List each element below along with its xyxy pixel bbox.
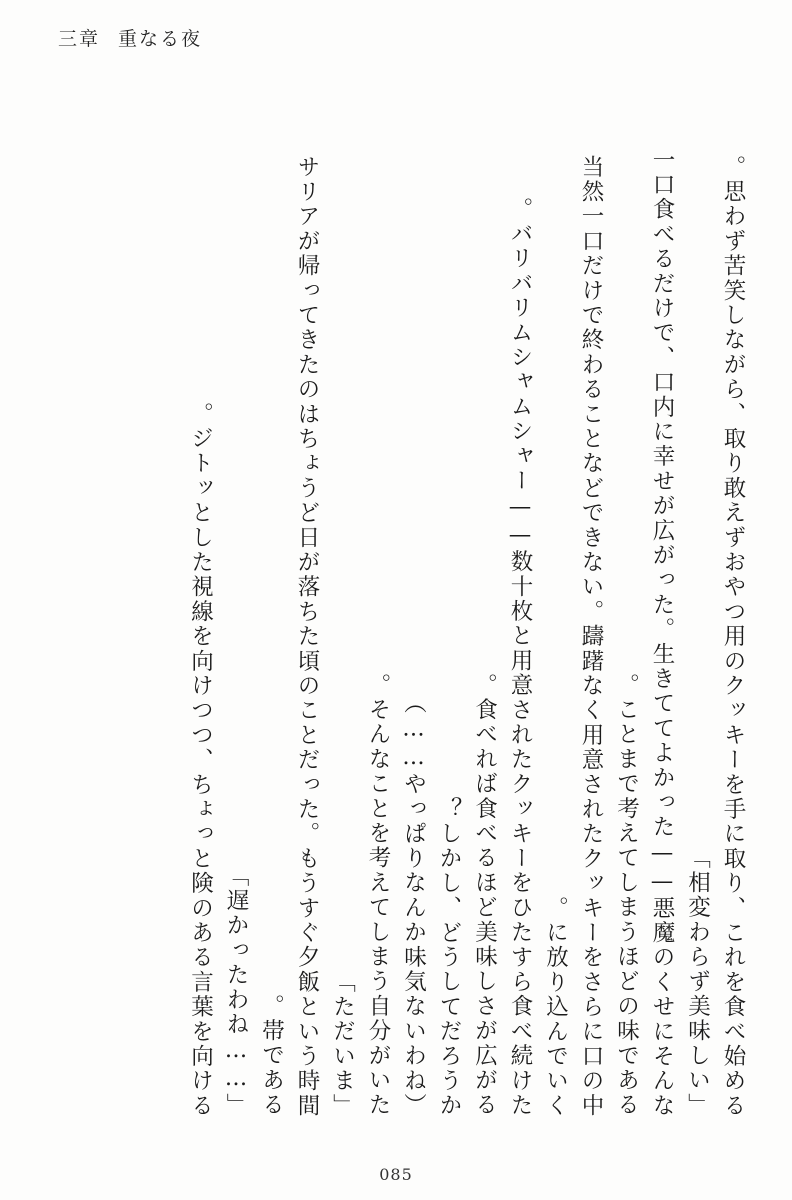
text-column: 思わず苦笑しながら、取り敢えずおやつ用のクッキーを手に取り、これを食べ始める。: [720, 154, 746, 1118]
text-column: そんなことを考えてしまう自分がいた。: [365, 673, 391, 1118]
text-column: 食べれば食べるほど美味しさが広がる。: [471, 673, 498, 1118]
page-number: 085: [379, 1165, 413, 1184]
text-column: 一口食べるだけで、口内に幸せが広がった。生きててよかった——悪魔のくせにそんな: [649, 147, 675, 1118]
text-column: バリバリムシャムシャー——数十枚と用意されたクッキーをひたすら食べ続けた。: [507, 197, 533, 1118]
text-column: （やっぱりなんか味気ないわね……）: [400, 691, 427, 1118]
text-column: 「ただいま」: [329, 969, 356, 1118]
text-column: 「相変わらず美味しい」: [684, 846, 711, 1118]
text-column: サリアが帰ってきたのはちょうど日が落ちた頃のことだった。もうすぐ夕飯という時間: [294, 154, 320, 1118]
chapter-title: 重なる夜: [118, 28, 203, 50]
text-column: 帯である。: [258, 994, 285, 1118]
text-column: ことまで考えてしまうほどの味である。: [613, 673, 640, 1118]
text-column: 当然一口だけで終わることなどできない。躊躇なく用意されたクッキーをさらに口の中: [578, 154, 604, 1118]
running-header: [58, 24, 202, 51]
text-column: 「……遅かったわね」: [223, 863, 249, 1118]
text-column: しかし、どうしてだろうか？: [436, 796, 462, 1118]
chapter-number: 三章: [58, 28, 101, 50]
vertical-body-text: [48, 78, 744, 1128]
text-column: ジトッとした視線を向けつつ、ちょっと険のある言葉を向ける。: [187, 401, 214, 1118]
text-column: に放り込んでいく。: [542, 895, 569, 1118]
